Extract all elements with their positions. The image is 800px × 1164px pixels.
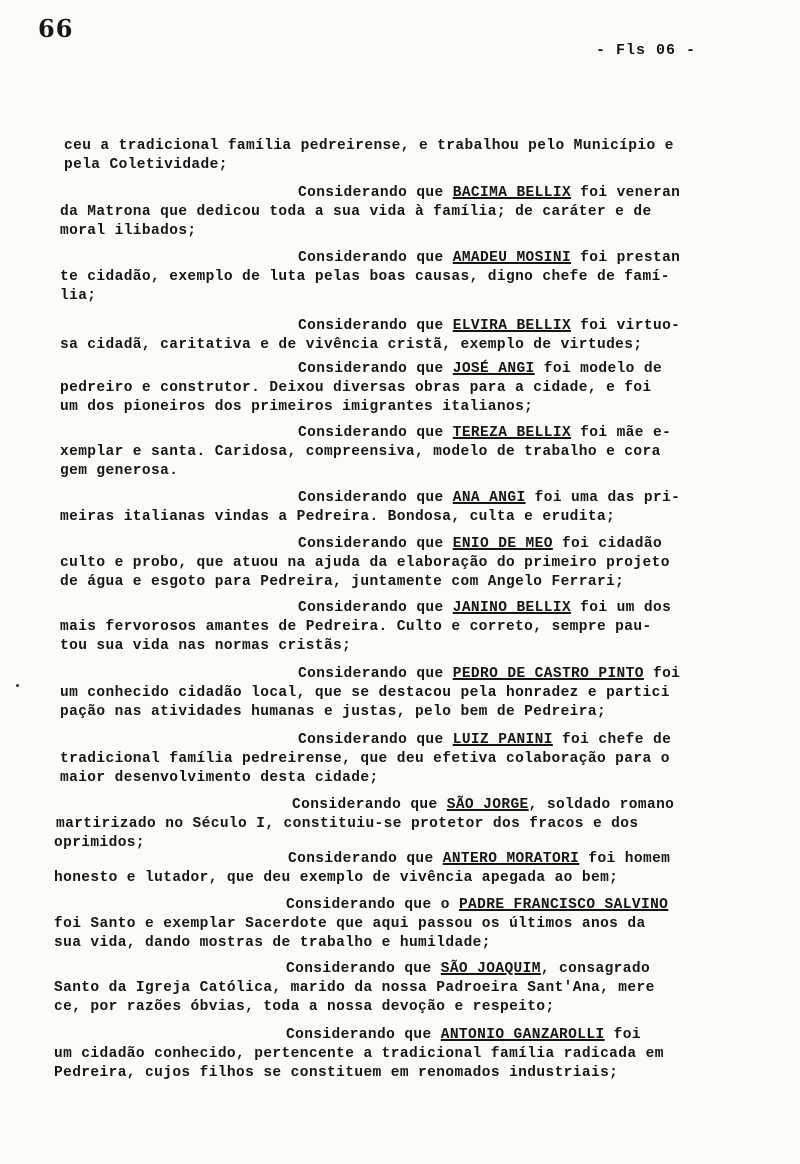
text-line: pela Coletividade; — [64, 157, 228, 173]
honoree-name: JANINO BELLIX — [452, 600, 572, 616]
considerando-line — [298, 318, 680, 334]
considerando-prefix: Considerando que — [288, 851, 443, 867]
honoree-name: PADRE FRANCISCO SALVINO — [458, 897, 669, 913]
considerando-line — [298, 732, 671, 748]
text-line: sa cidadã, caritativa e de vivência cristã, exemplo de virtudes; — [60, 337, 643, 353]
honoree-name: BACIMA BELLIX — [452, 185, 572, 201]
considerando-suffix: foi veneran — [571, 185, 681, 201]
considerando-suffix: foi chefe de — [552, 732, 672, 748]
considerando-prefix: Considerando que — [298, 185, 453, 201]
honoree-name: PEDRO DE CASTRO PINTO — [452, 666, 644, 682]
considerando-suffix: foi prestan — [571, 250, 681, 266]
honoree-name: ANTONIO GANZAROLLI — [440, 1027, 605, 1043]
considerando-suffix: foi — [604, 1027, 641, 1043]
text-line: de água e esgoto para Pedreira, juntamente com Angelo Ferrari; — [60, 574, 625, 590]
text-line: lia; — [60, 288, 97, 304]
honoree-name: TEREZA BELLIX — [452, 425, 572, 441]
considerando-suffix: foi mãe e- — [571, 425, 672, 441]
considerando-line — [298, 490, 680, 506]
considerando-line — [286, 1027, 641, 1043]
considerando-prefix: Considerando que — [298, 361, 453, 377]
honoree-name: SÃO JOAQUIM — [440, 961, 541, 977]
considerando-suffix: foi cidadão — [552, 536, 663, 552]
text-line: xemplar e santa. Caridosa, compreensiva, modelo de trabalho e cora — [60, 444, 661, 460]
considerando-line — [298, 536, 662, 552]
text-line: pação nas atividades humanas e justas, pelo bem de Pedreira; — [60, 704, 607, 720]
considerando-line — [298, 250, 680, 266]
considerando-prefix: Considerando que — [298, 600, 453, 616]
considerando-suffix: foi — [643, 666, 681, 682]
text-line: moral ilibados; — [60, 223, 197, 239]
considerando-prefix: Considerando que — [298, 732, 453, 748]
considerando-suffix: , soldado romano — [528, 797, 675, 813]
considerando-line — [298, 600, 671, 616]
honoree-name: LUIZ PANINI — [452, 732, 553, 748]
considerando-prefix: Considerando que — [298, 425, 453, 441]
text-line: te cidadão, exemplo de luta pelas boas causas, digno chefe de famí- — [60, 269, 670, 285]
scan-speck — [16, 684, 19, 687]
honoree-name: ANTERO MORATORI — [442, 851, 580, 867]
considerando-prefix: Considerando que — [298, 318, 453, 334]
text-line: pedreiro e construtor. Deixou diversas obras para a cidade, e foi — [60, 380, 652, 396]
text-line: tou sua vida nas normas cristãs; — [60, 638, 352, 654]
text-line: tradicional família pedreirense, que deu efetiva colaboração para o — [60, 751, 670, 767]
honoree-name: ENIO DE MEO — [452, 536, 553, 552]
text-line: maior desenvolvimento desta cidade; — [60, 770, 379, 786]
text-line: honesto e lutador, que deu exemplo de vivência apegada ao bem; — [54, 870, 619, 886]
text-line: sua vida, dando mostras de trabalho e humildade; — [54, 935, 491, 951]
text-line: um dos pioneiros dos primeiros imigrantes italianos; — [60, 399, 534, 415]
text-line: martirizado no Século I, constituiu-se protetor dos fracos e dos — [56, 816, 639, 832]
considerando-line — [298, 425, 671, 441]
considerando-prefix: Considerando que — [286, 961, 441, 977]
text-line: culto e probo, que atuou na ajuda da elaboração do primeiro projeto — [60, 555, 670, 571]
considerando-line — [298, 361, 662, 377]
text-line: foi Santo e exemplar Sacerdote que aqui passou os últimos anos da — [54, 916, 646, 932]
considerando-prefix: Considerando que — [298, 250, 453, 266]
honoree-name: JOSÉ ANGI — [452, 361, 535, 377]
considerando-prefix: Considerando que o — [286, 897, 459, 913]
text-line: ceu a tradicional família pedreirense, e trabalhou pelo Município e — [64, 138, 674, 154]
considerando-suffix: foi um dos — [571, 600, 672, 616]
considerando-prefix: Considerando que — [286, 1027, 441, 1043]
honoree-name: AMADEU MOSINI — [452, 250, 572, 266]
considerando-suffix: foi modelo de — [534, 361, 663, 377]
considerando-suffix: foi homem — [579, 851, 671, 867]
text-line: Pedreira, cujos filhos se constituem em renomados industriais; — [54, 1065, 619, 1081]
text-line: da Matrona que dedicou toda a sua vida à família; de caráter e de — [60, 204, 652, 220]
folio-number: - Fls 06 - — [595, 42, 696, 59]
honoree-name: ELVIRA BELLIX — [452, 318, 572, 334]
considerando-prefix: Considerando que — [298, 536, 453, 552]
considerando-line — [298, 185, 680, 201]
text-line: ce, por razões óbvias, toda a nossa devoção e respeito; — [54, 999, 555, 1015]
text-line: meiras italianas vindas a Pedreira. Bondosa, culta e erudita; — [60, 509, 616, 525]
considerando-suffix: foi uma das pri- — [525, 490, 681, 506]
considerando-prefix: Considerando que — [298, 490, 453, 506]
honoree-name: SÃO JORGE — [446, 797, 529, 813]
considerando-line — [298, 666, 680, 682]
text-line: Santo da Igreja Católica, marido da nossa Padroeira Sant'Ana, mere — [54, 980, 655, 996]
text-line: gem generosa. — [60, 463, 179, 479]
page-number: 66 — [38, 14, 74, 43]
considerando-line — [292, 797, 674, 813]
text-line: um cidadão conhecido, pertencente a tradicional família radicada em — [54, 1046, 664, 1062]
considerando-line — [286, 961, 650, 977]
considerando-line — [288, 851, 670, 867]
considerando-line — [286, 897, 668, 913]
text-line: oprimidos; — [54, 835, 146, 851]
considerando-prefix: Considerando que — [292, 797, 447, 813]
considerando-suffix: , consagrado — [540, 961, 651, 977]
considerando-suffix: foi virtuo- — [571, 318, 681, 334]
considerando-prefix: Considerando que — [298, 666, 453, 682]
text-line: mais fervorosos amantes de Pedreira. Culto e correto, sempre pau- — [60, 619, 652, 635]
honoree-name: ANA ANGI — [452, 490, 526, 506]
text-line: um conhecido cidadão local, que se destacou pela honradez e partici — [60, 685, 670, 701]
